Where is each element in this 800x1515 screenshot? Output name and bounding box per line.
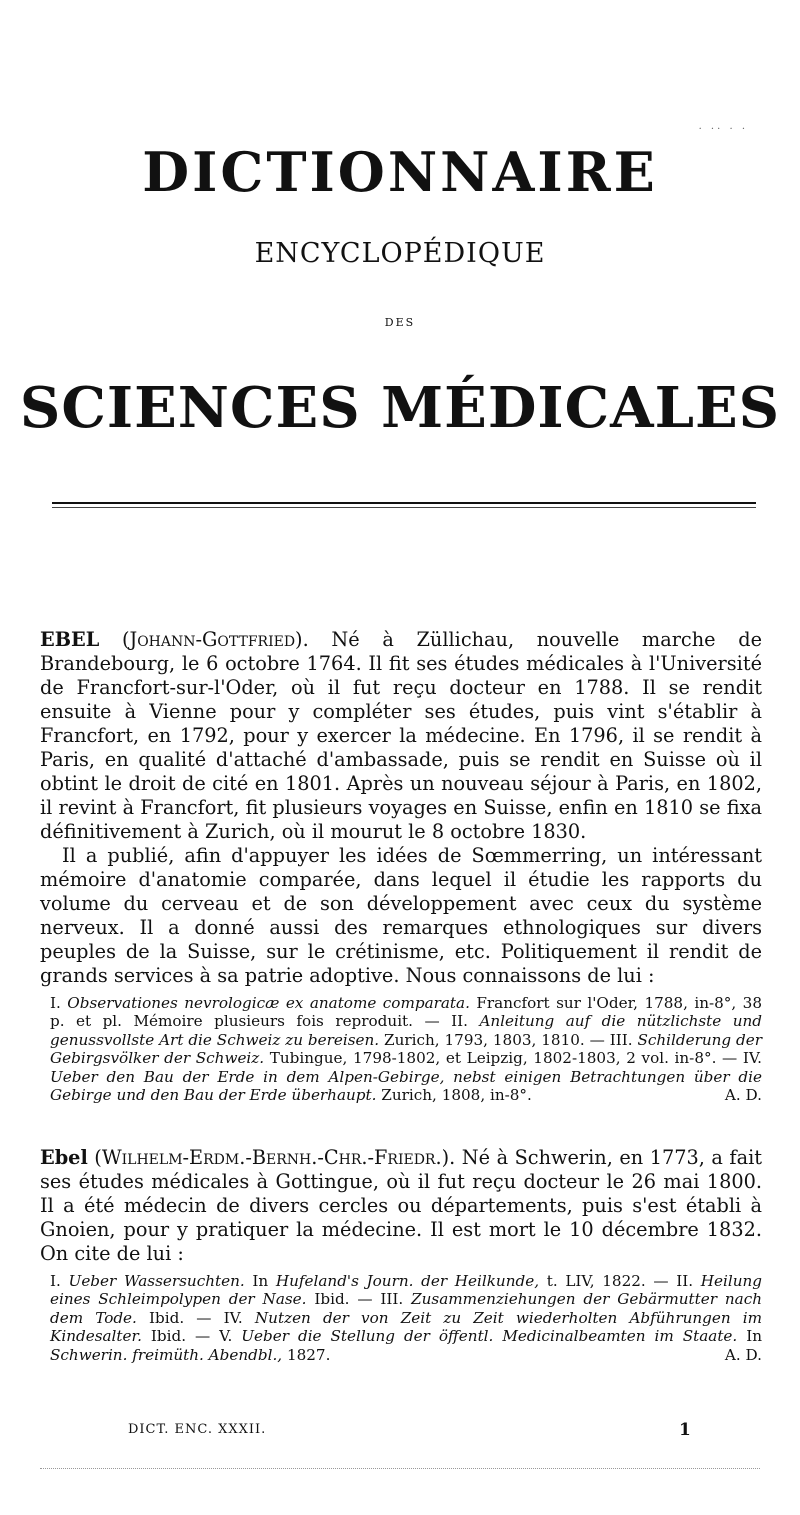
bib2-num5: V. bbox=[219, 1327, 233, 1346]
bib2-text2: Ibid. — bbox=[314, 1290, 373, 1309]
entry1-para1: Né à Züllichau, nouvelle marche de Brandebourg, le 6 octobre 1764. Il fit ses études médicales à l'Université de Francfort-sur-l'Oder, où il fut reçu docteur en 1788. Il se rendit ensuite à Vienne pour y compléter ses études, puis vint s'établir à Francfort, en 1792, pour y exercer la médecine. En 1796, il se rendit à Paris, en qualité d'attaché d'ambassade, puis se rendit en Suisse où il obtint le droit de cité en 1801. Après un nouveau séjour à Paris, en 1802, il revint à Francfort, fit plusieurs voyages en Suisse, enfin en 1810 se fixa définitivement à Zurich, où il mourut le 8 octobre 1830. bbox=[40, 628, 762, 843]
bib2-num4: IV. bbox=[223, 1308, 243, 1327]
bib2-num1: I. bbox=[50, 1272, 61, 1290]
bib2-work2: Heilung eines Schleimpolypen der Nase. bbox=[50, 1272, 763, 1309]
entry2-name: (Wilhelm-Erdm.-Bernh.-Chr.-Friedr.). bbox=[94, 1146, 456, 1169]
entry1-name: (Johann-Gottfried). bbox=[121, 628, 309, 651]
bib1-work4: Ueber den Bau der Erde in dem Alpen-Gebirge, nebst einigen Betrachtungen über die Gebirge und den Bau der Erde überhaupt. bbox=[50, 1067, 762, 1105]
title-des: DES bbox=[384, 316, 416, 329]
bib1-num2: II. bbox=[451, 1012, 468, 1031]
bib2-work1: Ueber Wassersuchten. bbox=[68, 1272, 245, 1290]
entry1-headword: EBEL bbox=[40, 628, 100, 651]
bib2-num3: III. bbox=[380, 1290, 404, 1309]
bib1-work2: Anleitung auf die nützlichste und genussvollste Art die Schweiz zu bereisen. bbox=[50, 1012, 763, 1049]
entry-ebel-wilhelm bbox=[40, 1146, 762, 1364]
corner-marks: · ·· · · bbox=[698, 124, 748, 135]
entry1-bibliography bbox=[50, 994, 762, 1104]
bib2-text3: Ibid. — bbox=[149, 1308, 212, 1327]
bib2-text5: 1827. bbox=[286, 1345, 331, 1364]
bib2-text1: t. LIV, 1822. — bbox=[546, 1272, 669, 1290]
footer-page-number: 1 bbox=[679, 1420, 691, 1440]
bib2-signature: A. D. bbox=[724, 1345, 762, 1364]
bib2-work5: Ueber die Stellung der öffentl. Medicinalbeamten im Staate. bbox=[241, 1327, 738, 1346]
title-encyclopedique: ENCYCLOPÉDIQUE bbox=[254, 238, 546, 269]
bib1-signature: A. D. bbox=[724, 1086, 762, 1105]
bib2-journal5: Schwerin. freimüth. Abendbl., bbox=[50, 1345, 283, 1364]
entry-ebel-johann bbox=[40, 628, 762, 1104]
entry2-headword: Ebel bbox=[40, 1146, 88, 1169]
entry2-para1: Né à Schwerin, en 1773, a fait ses études médicales à Gottingue, où il fut reçu docteur le 26 mai 1800. Il a été médecin de divers cercles ou départements, puis s'est établi à Gnoien, pour y pratiquer la médecine. Il est mort le 10 décembre 1832. On cite de lui : bbox=[40, 1146, 762, 1265]
bib2-work3: Zusammenziehungen der Gebärmutter nach dem Tode. bbox=[50, 1290, 762, 1327]
bib1-text2: Zurich, 1793, 1803, 1810. — bbox=[384, 1030, 605, 1049]
bib2-text4: Ibid. — bbox=[150, 1327, 211, 1346]
bib1-num4: IV. bbox=[742, 1049, 763, 1068]
bib1-num3: III. bbox=[609, 1030, 633, 1049]
bib1-work1: Observationes nevrologicæ ex anatome comparata. bbox=[67, 994, 470, 1012]
bib2-work4: Nutzen der von Zeit zu Zeit wiederholten Abführungen im Kindesalter. bbox=[50, 1308, 763, 1346]
title-rule-thin bbox=[52, 507, 756, 508]
bib2-journal1: Hufeland's Journ. der Heilkunde, bbox=[275, 1272, 540, 1290]
bib1-text3: Tubingue, 1798-1802, et Leipzig, 1802-1803, 2 vol. in-8°. — bbox=[269, 1049, 738, 1068]
bib1-text4: Zurich, 1808, in-8°. bbox=[381, 1086, 532, 1105]
title-dictionnaire: DICTIONNAIRE bbox=[142, 140, 658, 204]
title-rule bbox=[52, 502, 756, 504]
bib1-num1: I. bbox=[50, 994, 61, 1012]
entry2-bibliography bbox=[50, 1272, 762, 1364]
bib2-text1a: In bbox=[252, 1272, 269, 1290]
bib1-text1: Francfort sur l'Oder, 1788, in-8°, 38 p. et pl. Mémoire plusieurs fois reproduit. — bbox=[50, 994, 762, 1031]
entry1-para2: Il a publié, afin d'appuyer les idées de Sœmmerring, un intéressant mémoire d'anatomie comparée, dans lequel il étudie les rapports du volume du cerveau et de son développement avec ceux du système nerveux. Il a donné aussi des remarques ethnologiques sur divers peuples de la Suisse, sur le crétinisme, etc. Politiquement il rendit de grands services à sa patrie adoptive. Nous connaissons de lui : bbox=[40, 844, 762, 987]
footer-signature: DICT. ENC. XXXII. bbox=[128, 1422, 267, 1437]
bib1-work3: Schilderung der Gebirgsvölker der Schweiz. bbox=[50, 1030, 763, 1068]
title-sciences-medicales: SCIENCES MÉDICALES bbox=[19, 375, 781, 441]
bottom-rule bbox=[40, 1468, 760, 1469]
bib2-text5a: In bbox=[746, 1327, 763, 1346]
bib2-num2: II. bbox=[676, 1272, 694, 1290]
